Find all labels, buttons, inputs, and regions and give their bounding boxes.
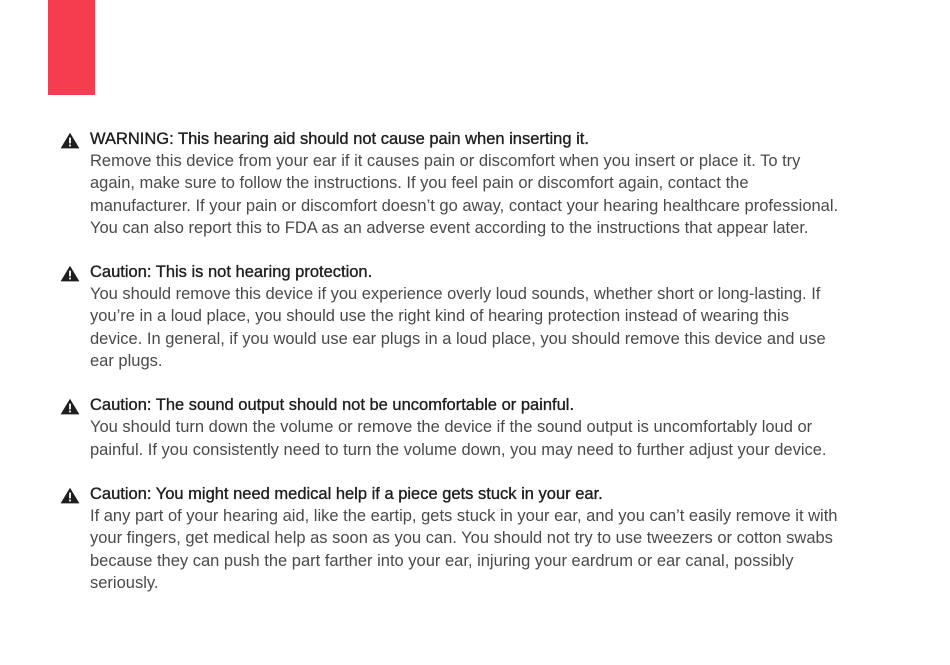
notice-body-line: You should remove this device if you experience overly loud sounds, whether short or long-lasting. If xyxy=(90,285,821,304)
warning-triangle-icon xyxy=(60,398,80,415)
notice-body-line: because they can push the part farther into your ear, injuring your eardrum or ear canal, possibly xyxy=(90,551,794,570)
notice-title: Caution: This is not hearing protection. xyxy=(90,263,373,282)
notice-title: Caution: The sound output should not be uncomfortable or painful. xyxy=(90,396,575,415)
notice-body-line: You should turn down the volume or remove the device if the sound output is uncomfortably loud or xyxy=(90,418,813,437)
notice-body-line: If any part of your hearing aid, like the eartip, gets stuck in your ear, and you can’t easily remove it with xyxy=(90,506,838,525)
notice-body xyxy=(90,416,890,461)
notice-body xyxy=(90,150,890,239)
warning-triangle-icon xyxy=(60,132,80,149)
notice-not-hearing-protection xyxy=(60,261,890,372)
notice-body-line: your fingers, get medical help as soon as you can. You should not try to use tweezers or cotton swabs xyxy=(90,529,833,548)
notice-body-line: You can also report this to FDA as an adverse event according to the instructions that appear later. xyxy=(90,218,809,237)
notice-body-line: seriously. xyxy=(90,573,159,592)
notice-title: Caution: You might need medical help if a piece gets stuck in your ear. xyxy=(90,484,603,503)
notice-body xyxy=(90,283,890,372)
notice-body-line: again, make sure to follow the instructions. If you feel pain or discomfort again, contact the xyxy=(90,174,749,193)
notice-body xyxy=(90,505,890,594)
notice-body-line: device. In general, if you would use ear plugs in a loud place, you should remove this device and use xyxy=(90,329,826,348)
notice-body-line: Remove this device from your ear if it causes pain or discomfort when you insert or place it. To try xyxy=(90,152,801,170)
notice-list xyxy=(60,128,890,616)
notice-body-line: painful. If you consistently need to turn the volume down, you may need to further adjust your device. xyxy=(90,440,827,459)
notice-sound-output xyxy=(60,394,890,461)
warning-triangle-icon xyxy=(60,265,80,282)
notice-body-line: you’re in a loud place, you should use the right kind of hearing protection instead of wearing this xyxy=(90,307,789,326)
notice-body-line: manufacturer. If your pain or discomfort doesn’t go away, contact your hearing healthcare professional. xyxy=(90,196,839,215)
notice-pain-warning xyxy=(60,128,890,239)
notice-body-line: ear plugs. xyxy=(90,352,163,371)
notice-title: WARNING: This hearing aid should not cause pain when inserting it. xyxy=(90,130,589,148)
notice-stuck-piece xyxy=(60,483,890,594)
accent-tab xyxy=(48,0,95,95)
warning-triangle-icon xyxy=(60,487,80,504)
